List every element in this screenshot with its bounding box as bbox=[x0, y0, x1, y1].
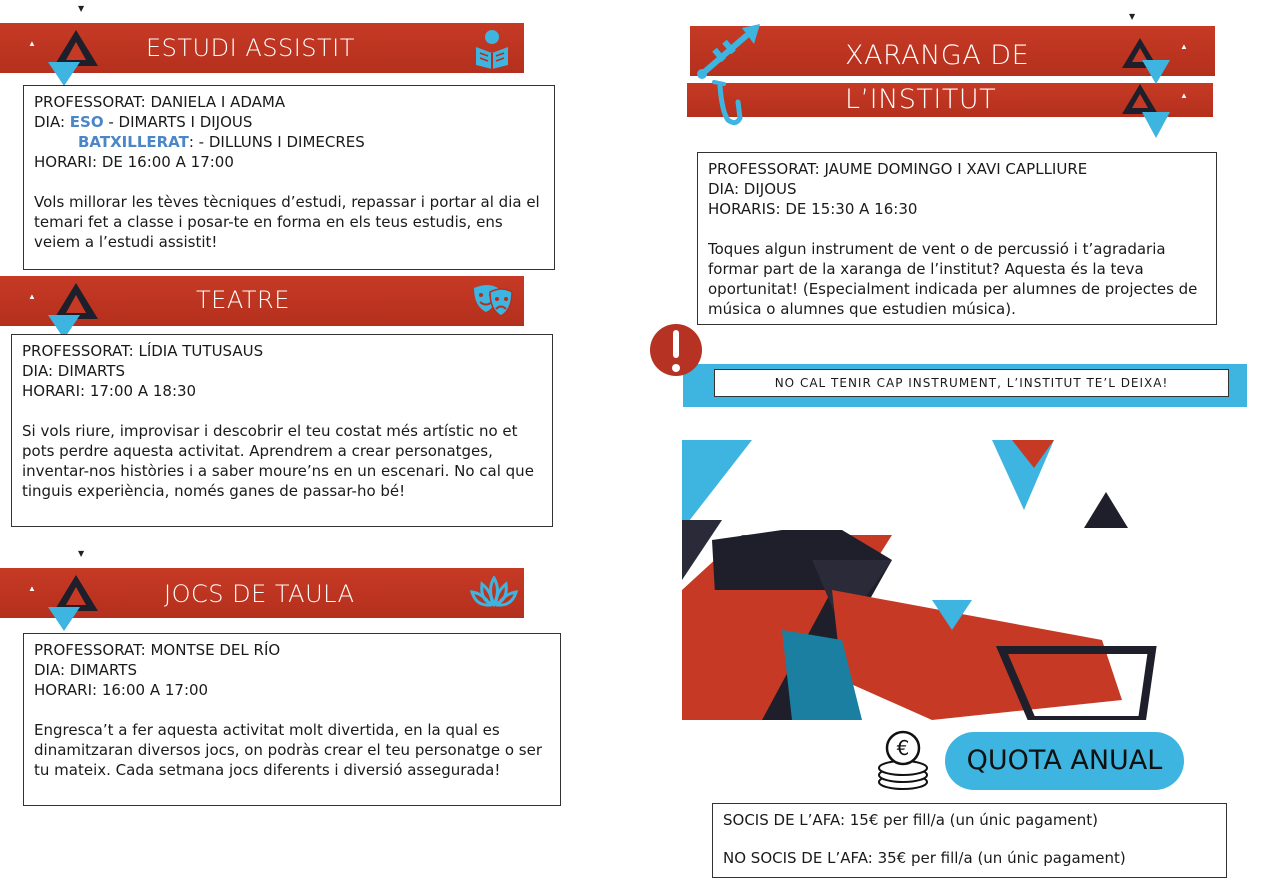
decor-dot: ▲ bbox=[28, 292, 37, 301]
xaranga-info-box bbox=[697, 152, 1217, 325]
notice-text: NO CAL TENIR CAP INSTRUMENT, L’INSTITUT TE’L DEIXA! bbox=[714, 369, 1229, 397]
decor-dot: ▲ bbox=[1180, 91, 1189, 100]
jocs-dia: DIA: DIMARTS bbox=[34, 661, 137, 679]
geometric-illustration bbox=[682, 440, 1170, 720]
xaranga-professorat: PROFESSORAT: JAUME DOMINGO I XAVI CAPLLIURE bbox=[708, 160, 1088, 178]
estudi-description: Vols millorar les tèves tècniques d’estudi, repassar i portar al dia el temari fet a classe i posar-te en forma en els teus estudis, ens veiem a l’estudi assistit! bbox=[34, 193, 540, 251]
decor-dot: ▼ bbox=[78, 549, 85, 558]
decor-triangles bbox=[44, 28, 108, 88]
dia-label: DIA: bbox=[34, 113, 70, 131]
batx-label: BATXILLERAT bbox=[78, 133, 189, 151]
quota-no-socis: NO SOCIS DE L’AFA: 35€ per fill/a (un únic pagament) bbox=[723, 849, 1126, 867]
teatre-professorat: PROFESSORAT: LÍDIA TUTUSAUS bbox=[22, 342, 264, 360]
eso-label: ESO bbox=[69, 113, 104, 131]
theater-masks-icon bbox=[470, 282, 516, 320]
decor-dot: ▲ bbox=[28, 39, 37, 48]
teatre-title: TEATRE bbox=[196, 286, 290, 314]
decor-dot: ▼ bbox=[1129, 12, 1136, 21]
trumpet-saxophone-icon bbox=[694, 22, 766, 130]
decor-dot: ▼ bbox=[78, 4, 85, 13]
exclamation-icon bbox=[648, 318, 704, 382]
jocs-description: Engresca’t a fer aquesta activitat molt divertida, en la qual es dinamitzaran diversos jocs, on podràs crear el teu personatge o ser tu mateix. Cada setmana jocs diferents i diversió assegurada! bbox=[34, 721, 542, 779]
jocs-title: JOCS DE TAULA bbox=[164, 580, 355, 608]
xaranga-description: Toques algun instrument de vent o de percussió i t’agradaria formar part de la xaranga de l’institut? Aquesta és la teva oportunitat! (Especialment indicada per alumnes de projectes de música o alumnes que estudien música). bbox=[708, 240, 1198, 318]
euro-coins-icon bbox=[874, 730, 932, 792]
teatre-dia: DIA: DIMARTS bbox=[22, 362, 125, 380]
xaranga-horaris: HORARIS: DE 15:30 A 16:30 bbox=[708, 200, 918, 218]
estudi-professorat: PROFESSORAT: DANIELA I ADAMA bbox=[34, 93, 286, 111]
decor-dot: ▲ bbox=[1180, 42, 1189, 51]
jocs-info-box bbox=[23, 633, 561, 806]
batx-line bbox=[34, 132, 544, 152]
estudi-dia-line bbox=[34, 112, 544, 132]
eso-schedule: - DIMARTS I DIJOUS bbox=[103, 113, 253, 131]
quota-title: QUOTA ANUAL bbox=[945, 732, 1184, 790]
xaranga-title-line1: XARANGA DE bbox=[845, 40, 1030, 71]
teatre-description: Si vols riure, improvisar i descobrir el teu costat més artístic no et pots perdre aquesta activitat. Aprendrem a crear personatges, inventar-nos històries i a saber moure’ns en un escenari. No cal que tinguis experiència, només ganes de passar-ho bé! bbox=[22, 422, 534, 500]
lotus-icon bbox=[470, 576, 518, 610]
xaranga-dia: DIA: DIJOUS bbox=[708, 180, 797, 198]
decor-triangles bbox=[44, 281, 108, 341]
teatre-horari: HORARI: 17:00 A 18:30 bbox=[22, 382, 197, 400]
decor-triangles bbox=[44, 573, 108, 633]
jocs-horari: HORARI: 16:00 A 17:00 bbox=[34, 681, 209, 699]
quota-info-box bbox=[712, 803, 1227, 878]
teatre-info-box bbox=[11, 334, 553, 527]
svg-text:€: € bbox=[896, 736, 910, 760]
student-reading-icon bbox=[470, 27, 514, 69]
estudi-horari: HORARI: DE 16:00 A 17:00 bbox=[34, 153, 234, 171]
estudi-info-box bbox=[23, 85, 555, 270]
batx-schedule: : - DILLUNS I DIMECRES bbox=[188, 133, 365, 151]
jocs-professorat: PROFESSORAT: MONTSE DEL RÍO bbox=[34, 641, 281, 659]
xaranga-title-line2: L’INSTITUT bbox=[845, 84, 997, 115]
quota-socis: SOCIS DE L’AFA: 15€ per fill/a (un únic pagament) bbox=[723, 811, 1098, 829]
decor-triangles bbox=[1118, 82, 1174, 140]
estudi-title: ESTUDI ASSISTIT bbox=[146, 34, 355, 62]
decor-dot: ▲ bbox=[28, 584, 37, 593]
